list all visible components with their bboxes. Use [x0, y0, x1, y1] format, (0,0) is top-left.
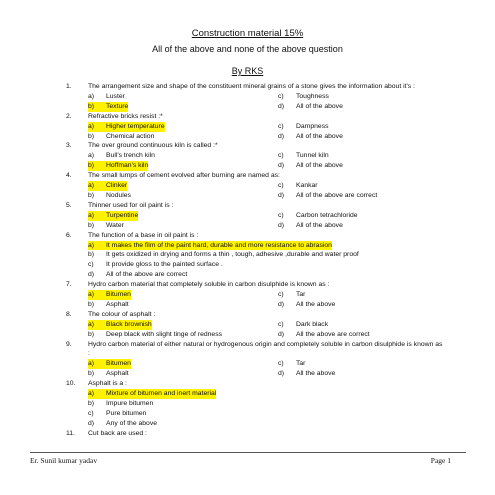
question-8-options: [66, 320, 446, 340]
option-d: d) All of the above are correct: [88, 271, 188, 279]
question-6: 6. The function of a base in oil paint is :: [66, 231, 446, 241]
option-a: a) Black brownish: [88, 320, 152, 328]
option-b: b) Hoffman's kiln: [88, 162, 149, 170]
question-text: The arrangement size and shape of the constituent mineral grains of a stone gives the information about it's :: [88, 83, 415, 90]
option-d: d) All the above are correct: [278, 330, 370, 338]
option-a: a) Turpentine: [88, 211, 139, 219]
answer-highlight: Clinker: [106, 182, 128, 190]
option-c: c) Pure bitumen: [88, 409, 147, 417]
question-3-options: [66, 151, 446, 171]
option-d: d) All the above: [278, 300, 336, 308]
question-text: The colour of asphalt :: [88, 310, 156, 318]
option-a: a) Bitumen: [88, 360, 131, 368]
page-number: Page 1: [430, 456, 451, 465]
option-a: a) Bitumen: [88, 291, 131, 299]
option-d: d) All the above: [278, 370, 336, 378]
option-b: b) Impure bitumen: [88, 400, 154, 407]
option-d: d) All of the above are correct: [278, 191, 378, 199]
option-a: a) Mixture of bitumen and inert material: [88, 390, 217, 398]
question-5-options: [66, 211, 446, 231]
question-2: 2. Refractive bricks resist :*: [66, 112, 446, 122]
option-a: a) Clinker: [88, 182, 128, 190]
question-2-options: [66, 122, 446, 142]
answer-highlight: Bitumen: [106, 291, 131, 299]
option-a: a) Luster: [88, 92, 125, 100]
question-text: Hydro carbon material of either natural or hydrogenous origin and completely soluble in carbon disulphide is known as :: [88, 340, 443, 358]
option-a: a) It makes the film of the paint hard, durable and more resistance to abrasion: [88, 241, 332, 249]
option-c: c) Kankar: [278, 182, 318, 190]
option-b: b) Water: [88, 221, 124, 229]
question-1: 1. The arrangement size and shape of the constituent mineral grains of a stone gives the information about it's :: [66, 82, 446, 92]
question-7: 7. Hydro carbon material that completely soluble in carbon disulphide is known as :: [66, 280, 446, 290]
option-c: c) Dampness: [278, 122, 329, 130]
answer-highlight: Texture: [106, 102, 129, 110]
option-b: b) Deep black with slight tinge of redness: [88, 330, 222, 338]
option-c: c) Toughness: [278, 92, 329, 100]
page-title: Construction material 15%: [191, 28, 304, 39]
question-text: Thinner used for oil paint is :: [88, 201, 174, 209]
question-11: 11. Cut back are used :: [66, 429, 446, 439]
question-text: Asphalt is a :: [88, 380, 127, 388]
question-list: [66, 82, 446, 439]
question-9-options: [66, 359, 446, 379]
option-c: c) It provide gloss to the painted surface .: [88, 261, 223, 269]
page-subtitle: All of the above and none of the above question: [152, 44, 343, 54]
answer-highlight: It makes the film of the paint hard, durable and more resistance to abrasion: [106, 241, 332, 249]
option-c: c) Tar: [278, 291, 306, 299]
question-8: 8. The colour of asphalt :: [66, 310, 446, 320]
footer-divider: [30, 452, 466, 453]
option-d: d) All of the above: [278, 132, 343, 140]
answer-highlight: Bitumen: [106, 360, 131, 368]
option-a: a) Higher temperature: [88, 122, 165, 130]
option-b: b) It gets oxidized in drying and forms a thin , tough, adhesive ,durable and water proof: [88, 251, 359, 259]
question-1-options: [66, 92, 446, 112]
question-text: The function of a base in oil paint is :: [88, 231, 199, 239]
option-d: d) Any of the above: [88, 419, 158, 427]
question-text: Refractive bricks resist :*: [88, 112, 163, 120]
question-7-options: [66, 290, 446, 310]
page-author: By RKS: [231, 66, 264, 76]
option-a: a) Bull's trench kiln: [88, 152, 155, 160]
answer-highlight: Higher temperature: [106, 122, 165, 130]
option-b: b) Nodules: [88, 191, 131, 199]
option-c: c) Tar: [278, 360, 306, 368]
option-c: c) Tunnel kiln: [278, 152, 329, 160]
question-4-options: [66, 181, 446, 201]
option-b: b) Asphalt: [88, 370, 129, 378]
answer-highlight: Turpentine: [106, 211, 139, 219]
question-4: 4. The small lumps of cement evolved after burning are named as:: [66, 171, 446, 181]
question-5: 5. Thinner used for oil paint is :: [66, 201, 446, 211]
question-3: 3. The over ground continuous kiln is called :*: [66, 141, 446, 151]
option-b: b) Chemical action: [88, 132, 155, 140]
question-6-options: [66, 241, 446, 281]
question-10: 10. Asphalt is a :: [66, 379, 446, 389]
answer-highlight: Hoffman's kiln: [106, 162, 149, 170]
option-d: d) All of the above: [278, 221, 343, 229]
option-c: c) Dark black: [278, 320, 329, 328]
option-b: b) Asphalt: [88, 300, 129, 308]
option-b: b) Texture: [88, 102, 129, 110]
question-text: Cut back are used :: [88, 429, 147, 437]
option-d: d) All of the above: [278, 102, 343, 110]
footer-author: Er. Sunil kumar yadav: [30, 456, 98, 465]
question-text: The small lumps of cement evolved after burning are named as:: [88, 172, 280, 180]
question-9: 9. Hydro carbon material of either natural or hydrogenous origin and completely soluble in carbon disulphide is known as :: [66, 340, 446, 360]
question-text: The over ground continuous kiln is called :*: [88, 142, 218, 150]
answer-highlight: Mixture of bitumen and inert material: [106, 390, 217, 398]
option-d: d) All of the above: [278, 162, 343, 170]
option-c: c) Carbon tetrachloride: [278, 211, 358, 219]
question-text: Hydro carbon material that completely soluble in carbon disulphide is known as :: [88, 281, 330, 289]
answer-highlight: Black brownish: [106, 320, 152, 328]
question-10-options: [66, 389, 446, 429]
